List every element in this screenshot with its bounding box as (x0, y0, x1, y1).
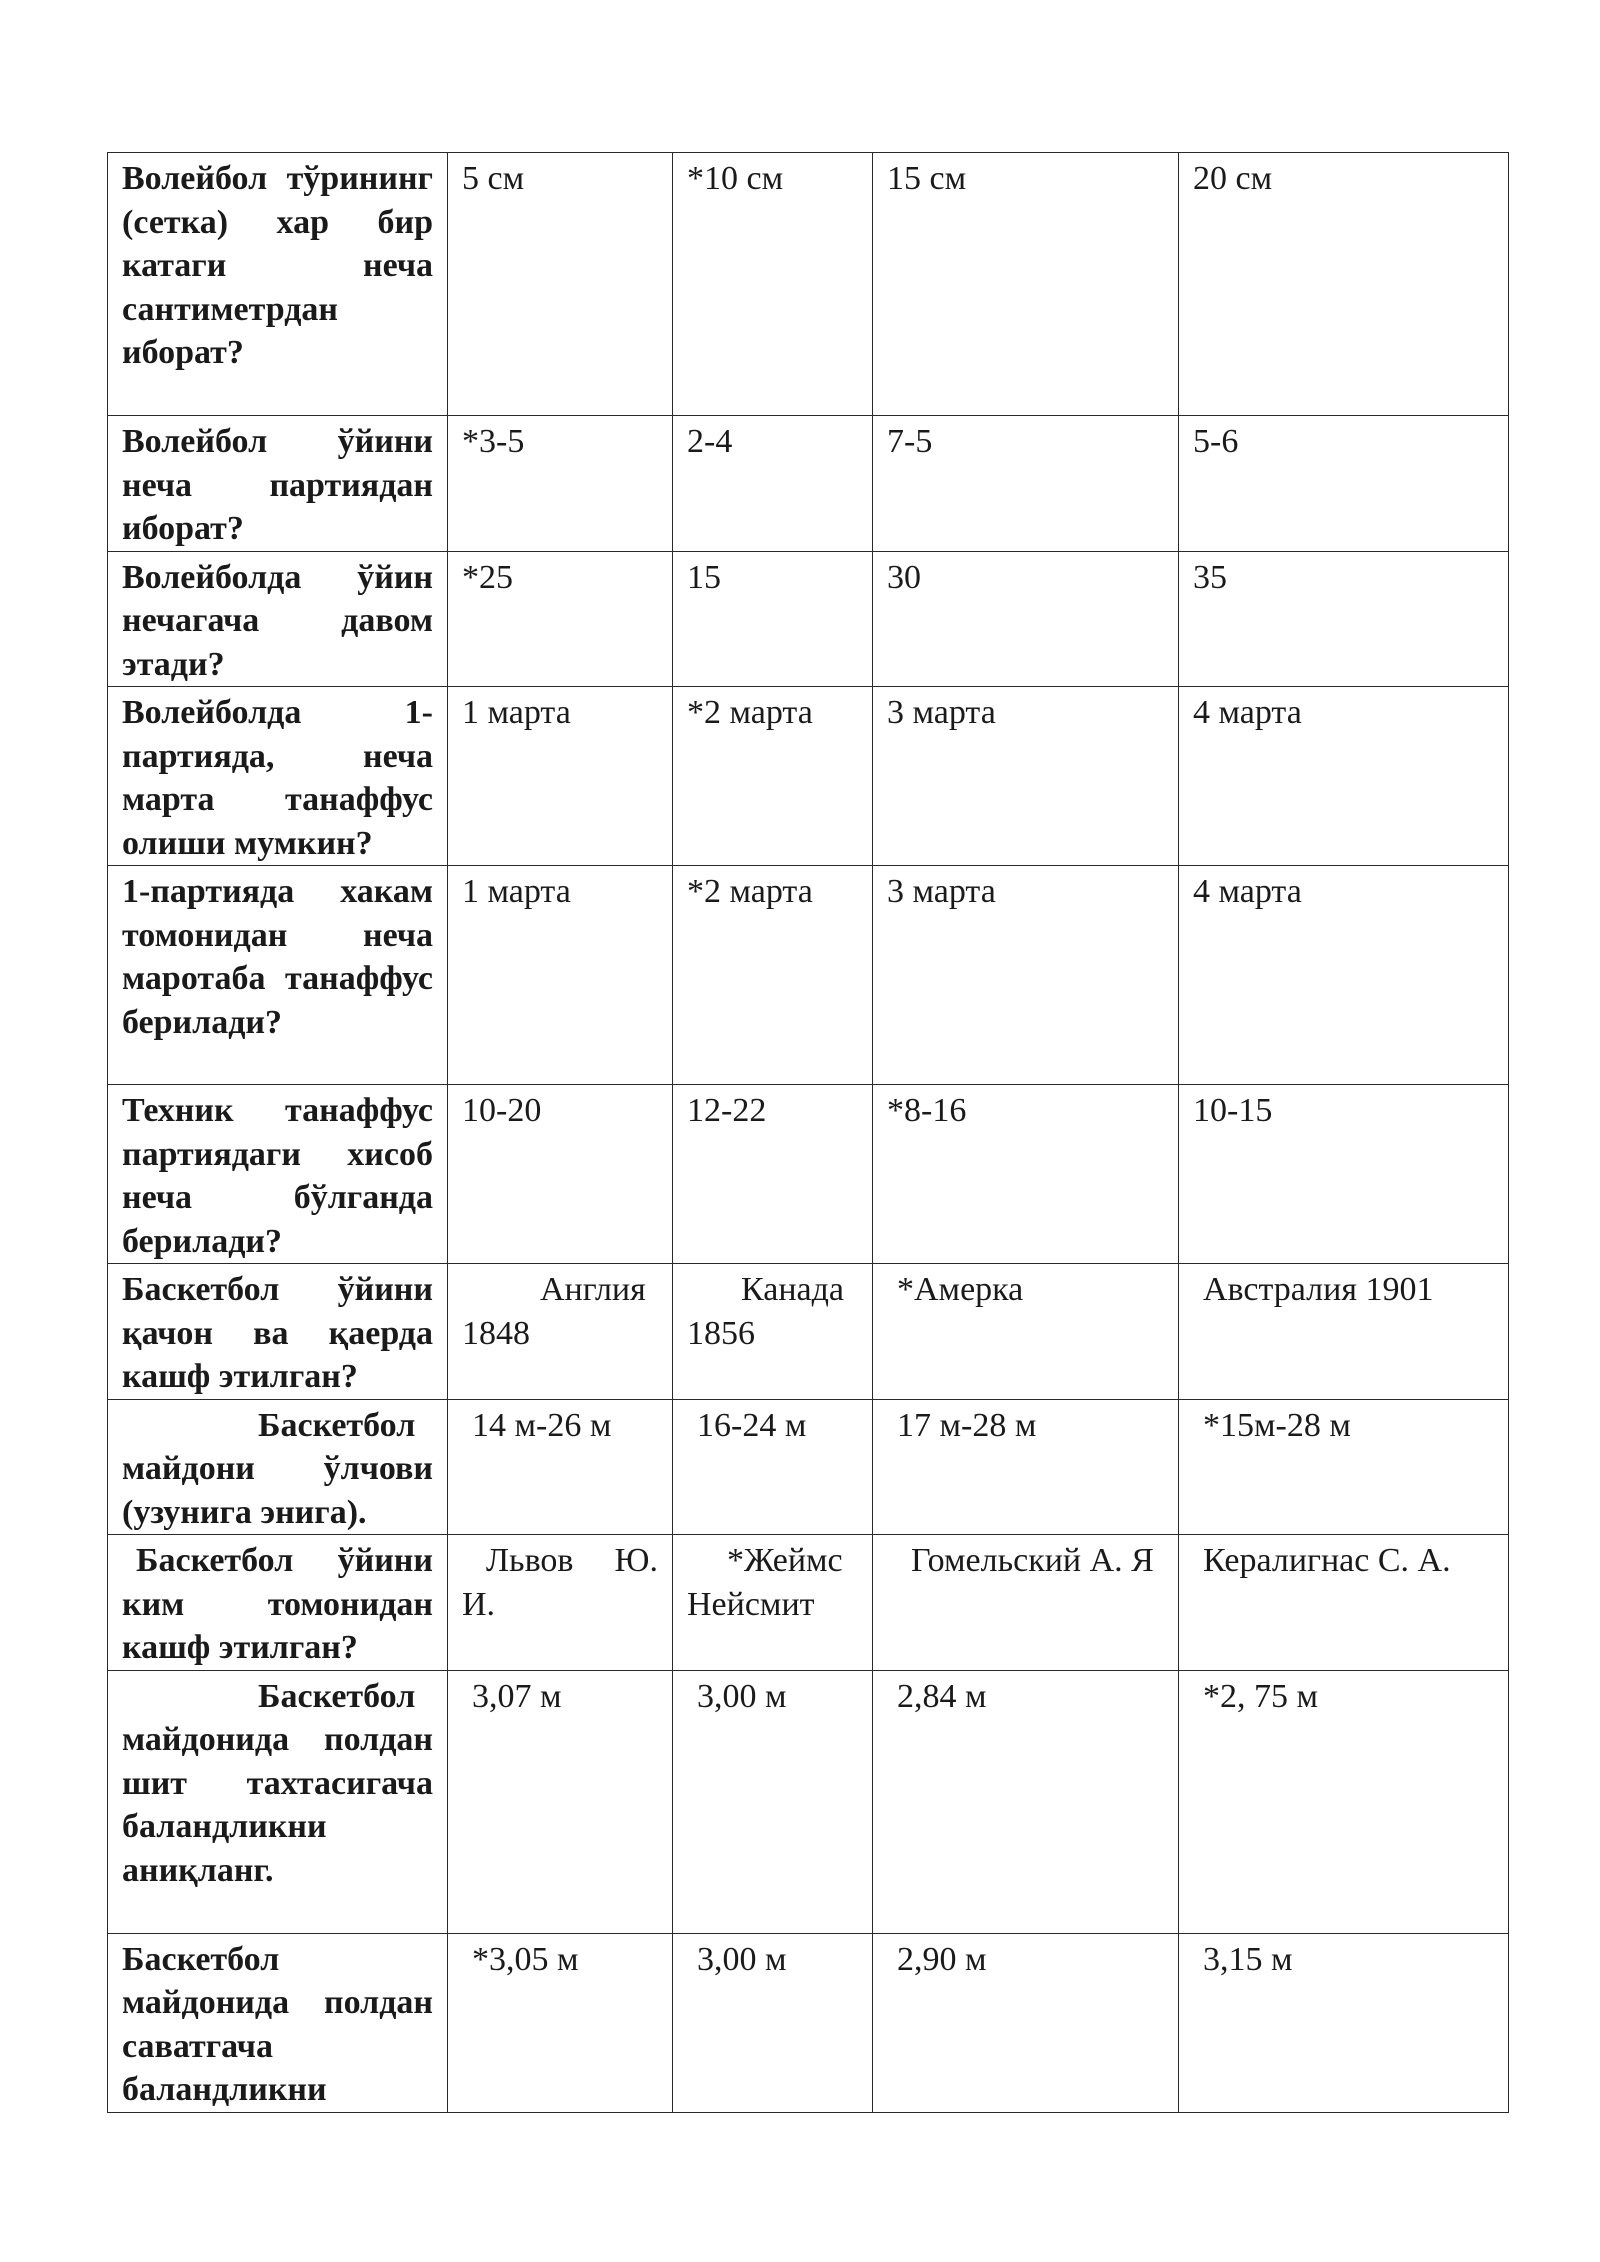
option-cell: 4 марта (1179, 866, 1509, 1085)
option-cell: *25 (448, 551, 673, 687)
table-row (108, 866, 1509, 1085)
quiz-table (107, 152, 1509, 2113)
table-row (108, 687, 1509, 866)
question-cell: Баскетбол майдони ўлчови (узунига энига). (108, 1399, 448, 1535)
option-cell: *10 см (673, 153, 873, 416)
question-cell: Техник танаффус партиядаги хисоб неча бўлганда берилади? (108, 1085, 448, 1264)
option-cell: 35 (1179, 551, 1509, 687)
option-cell: 1 марта (448, 866, 673, 1085)
question-cell: Баскетбол ўйини ким томонидан кашф этилган? (108, 1535, 448, 1671)
option-cell: Австралия 1901 (1179, 1264, 1509, 1400)
question-cell: Баскетбол ўйини қачон ва қаерда кашф этилган? (108, 1264, 448, 1400)
option-cell: 4 марта (1179, 687, 1509, 866)
question-cell: Баскетбол майдонида полдан шит тахтасигача баландликни аниқланг. (108, 1670, 448, 1933)
option-cell: *2 марта (673, 866, 873, 1085)
option-cell: 7-5 (873, 416, 1179, 552)
table-row (108, 1399, 1509, 1535)
question-cell: Волейбол тўрининг (сетка) хар бир катаги неча сантиметрдан иборат? (108, 153, 448, 416)
option-cell: 17 м-28 м (873, 1399, 1179, 1535)
option-cell: *3,05 м (448, 1933, 673, 2112)
option-cell: 1 марта (448, 687, 673, 866)
table-row (108, 153, 1509, 416)
option-cell: Гомельский А. Я (873, 1535, 1179, 1671)
table-row (108, 551, 1509, 687)
option-cell: 2,84 м (873, 1670, 1179, 1933)
option-cell: Англия 1848 (448, 1264, 673, 1400)
option-cell: 2,90 м (873, 1933, 1179, 2112)
option-cell: 3 марта (873, 687, 1179, 866)
question-cell: Волейболда ўйин нечагача давом этади? (108, 551, 448, 687)
option-cell: 3,00 м (673, 1933, 873, 2112)
option-cell: 5-6 (1179, 416, 1509, 552)
option-cell: Канада 1856 (673, 1264, 873, 1400)
option-cell: 5 см (448, 153, 673, 416)
option-cell: *3-5 (448, 416, 673, 552)
table-row (108, 416, 1509, 552)
option-cell: 2-4 (673, 416, 873, 552)
question-cell: Баскетбол майдонида полдан саватгача баландликни (108, 1933, 448, 2112)
option-cell: 15 (673, 551, 873, 687)
option-cell: 20 см (1179, 153, 1509, 416)
option-cell: 3,07 м (448, 1670, 673, 1933)
option-cell: Кералигнас С. А. (1179, 1535, 1509, 1671)
option-cell: 10-20 (448, 1085, 673, 1264)
option-cell: 3,00 м (673, 1670, 873, 1933)
option-cell: *8-16 (873, 1085, 1179, 1264)
option-cell: *2 марта (673, 687, 873, 866)
option-cell: *2, 75 м (1179, 1670, 1509, 1933)
question-cell: 1-партияда хакам томонидан неча маротаба танаффус берилади? (108, 866, 448, 1085)
table-row (108, 1535, 1509, 1671)
question-cell: Волейбол ўйини неча партиядан иборат? (108, 416, 448, 552)
table-row (108, 1670, 1509, 1933)
option-cell: Львов Ю. И. (448, 1535, 673, 1671)
option-cell: *Амерка (873, 1264, 1179, 1400)
option-cell: 10-15 (1179, 1085, 1509, 1264)
option-cell: *Жеймс Нейсмит (673, 1535, 873, 1671)
question-cell: Волейболда 1-партияда, неча марта танаффус олиши мумкин? (108, 687, 448, 866)
option-cell: 12-22 (673, 1085, 873, 1264)
table-row (108, 1085, 1509, 1264)
option-cell: 14 м-26 м (448, 1399, 673, 1535)
option-cell: 3 марта (873, 866, 1179, 1085)
table-row (108, 1933, 1509, 2112)
table-row (108, 1264, 1509, 1400)
option-cell: 3,15 м (1179, 1933, 1509, 2112)
option-cell: *15м-28 м (1179, 1399, 1509, 1535)
option-cell: 15 см (873, 153, 1179, 416)
option-cell: 30 (873, 551, 1179, 687)
option-cell: 16-24 м (673, 1399, 873, 1535)
